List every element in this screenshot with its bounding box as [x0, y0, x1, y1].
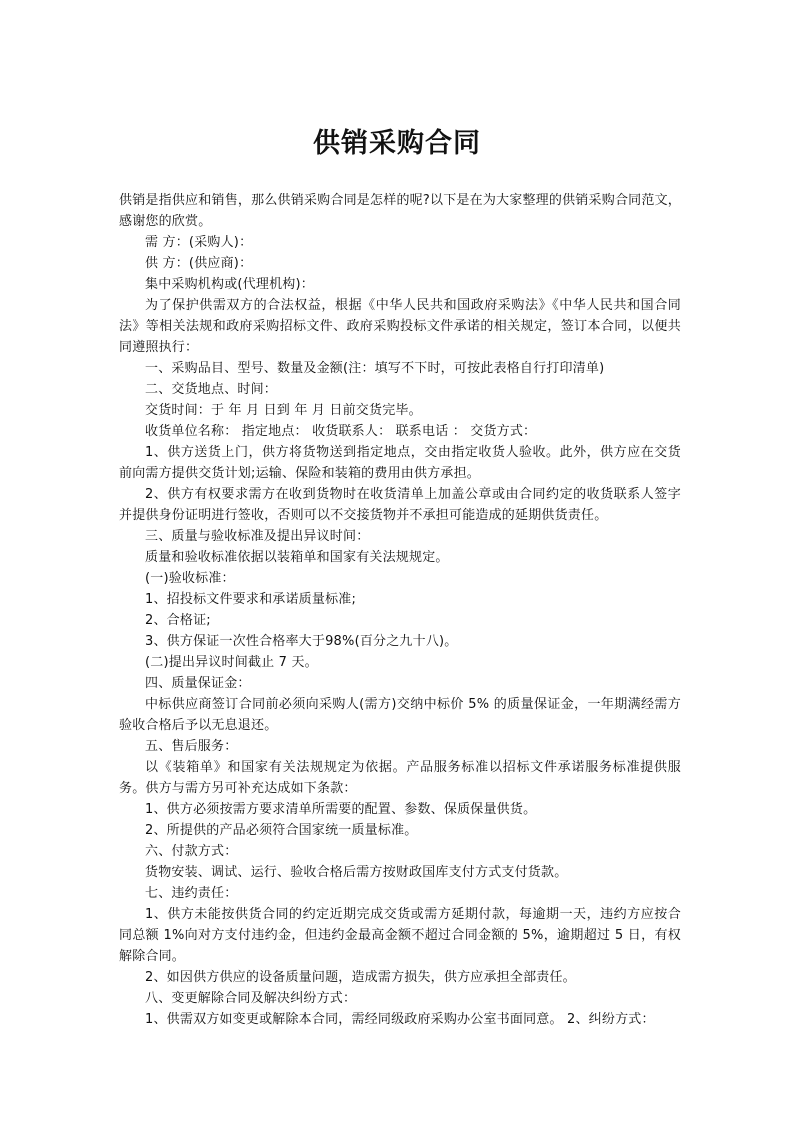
paragraph: 交货时间：于 年 月 日到 年 月 日前交货完毕。: [145, 403, 422, 418]
paragraph: (二)提出异议时间截止 7 天。: [145, 655, 318, 670]
paragraph: 二、交货地点、时间：: [145, 382, 278, 397]
paragraph: 1、供方送货上门，供方将货物送到指定地点，交由指定收货人验收。此外，供方应在交货前向需方提供交货计划;运输、保险和装箱的费用由供方承担。: [119, 445, 681, 481]
paragraph: 一、采购品目、型号、数量及金额(注：填写不下时，可按此表格自行打印清单): [145, 361, 605, 376]
paragraph: 2、所提供的产品必须符合国家统一质量标准。: [145, 823, 418, 838]
paragraph: (一)验收标准：: [145, 571, 235, 586]
paragraph: 供 方：(供应商)：: [145, 256, 253, 271]
paragraph: 中标供应商签订合同前必须向采购人(需方)交纳中标价 5% 的质量保证金，一年期满经需方验收合格后予以无息退还。: [119, 697, 681, 733]
paragraph: 为了保护供需双方的合法权益，根据《中华人民共和国政府采购法》《中华人民共和国合同法》等相关法规和政府采购招标文件、政府采购投标文件承诺的相关规定，签订本合同，以便共同遵照执行：: [119, 298, 681, 355]
paragraph: 八、变更解除合同及解决纠纷方式：: [145, 991, 357, 1006]
paragraph: 3、供方保证一次性合格率大于98%(百分之九十八)。: [145, 634, 458, 649]
paragraph: 1、供方必须按需方要求清单所需要的配置、参数、保质保量供货。: [145, 802, 537, 817]
paragraph: 需 方：(采购人)：: [145, 235, 253, 250]
paragraph: 质量和验收标准依据以装箱单和国家有关法规规定。: [145, 550, 449, 565]
paragraph: 货物安装、调试、运行、验收合格后需方按财政国库支付方式支付货款。: [145, 865, 568, 880]
paragraph: 2、如因供方供应的设备质量问题，造成需方损失，供方应承担全部责任。: [145, 970, 576, 985]
paragraph: 2、合格证;: [145, 613, 211, 628]
paragraph: 五、售后服务：: [145, 739, 238, 754]
document-title: 供销采购合同: [313, 128, 481, 159]
paragraph: 供销是指供应和销售，那么供销采购合同是怎样的呢?以下是在为大家整理的供销采购合同范文，感谢您的欣赏。: [119, 193, 681, 229]
paragraph: 收货单位名称： 指定地点： 收货联系人： 联系电话 ： 交货方式：: [145, 424, 537, 439]
paragraph: 1、招投标文件要求和承诺质量标准;: [145, 592, 357, 607]
paragraph: 以《装箱单》和国家有关法规规定为依据。产品服务标准以招标文件承诺服务标准提供服务。供方与需方另可补充达成如下条款：: [119, 760, 681, 796]
paragraph: 集中采购机构或(代理机构)：: [145, 277, 314, 292]
paragraph: 2、供方有权要求需方在收到货物时在收货清单上加盖公章或由合同约定的收货联系人签字并提供身份证明进行签收，否则可以不交接货物并不承担可能造成的延期供货责任。: [119, 487, 681, 523]
document-body: [119, 190, 681, 1030]
paragraph: 四、质量保证金：: [145, 676, 251, 691]
paragraph: 三、质量与验收标准及提出异议时间：: [145, 529, 370, 544]
paragraph: 1、供需双方如变更或解除本合同，需经同级政府采购办公室书面同意。 2、纠纷方式：: [145, 1012, 655, 1027]
paragraph: 1、供方未能按供货合同的约定近期完成交货或需方延期付款，每逾期一天，违约方应按合同总额 1%向对方支付违约金，但违约金最高金额不超过合同金额的 5%，逾期超过 5 日，有权解除合同。: [119, 907, 681, 964]
paragraph: 六、付款方式：: [145, 844, 238, 859]
paragraph: 七、违约责任：: [145, 886, 238, 901]
